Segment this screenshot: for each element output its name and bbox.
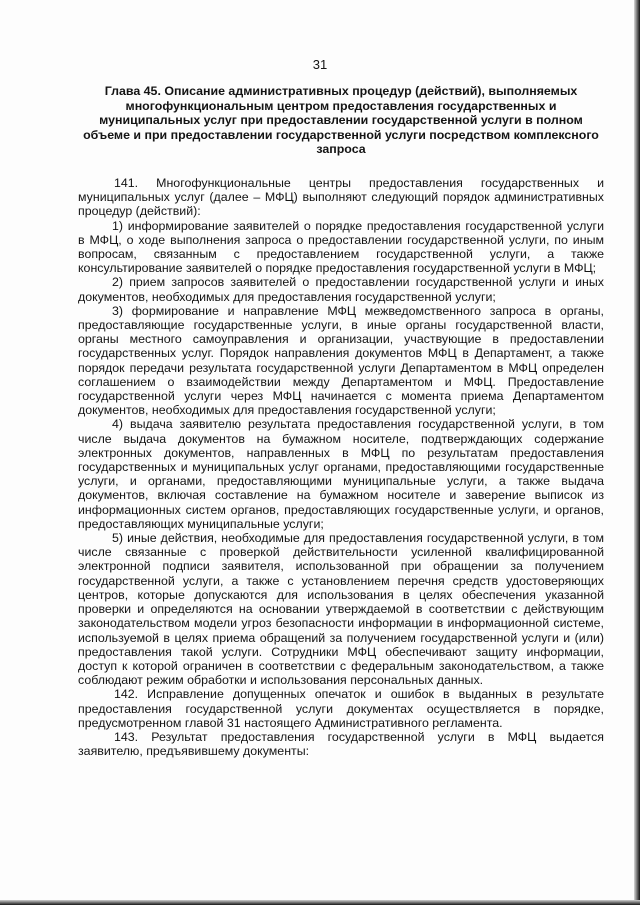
list-item-4: 4) выдача заявителю результата предоставления государственной услуги, в том числе выдача документов на бумажном носителе, подтверждающих содержание электронных документов, направленных в МФЦ по результатам предоставления государственных и муниципальных услуг органами, предоставляющими государственные услуги, и органами, предоставляющими муниципальные услуги, а также выдача документов, включая составление на бумажном носителе и заверение выписок из информационных систем органов, предоставляющих государственные услуги, и органов, предоставляющих муниципальные услуги; bbox=[78, 417, 604, 531]
list-item-1: 1) информирование заявителей о порядке предоставления государственной услуги в МФЦ, о ходе выполнения запроса о предоставлении государственной услуги, по иным вопросам, связанным с предоставлением государственной услуги, а также консультирование заявителей о порядке предоставления государственной услуги в МФЦ; bbox=[78, 218, 604, 276]
chapter-title: Глава 45. Описание административных процедур (действий), выполняемых многофункциональным центром предоставления государственных и муниципальных услуг при предоставлении государственной услуги в полном объеме и при предоставлении государственной услуги посредством комплексного запроса bbox=[83, 84, 599, 157]
document-body bbox=[78, 176, 604, 758]
paragraph-142: 142. Исправление допущенных опечаток и ошибок в выданных в результате предоставления государственной услуги документах осуществляется в порядке, предусмотренном главой 31 настоящего Административного регламента. bbox=[78, 687, 604, 730]
list-item-2: 2) прием запросов заявителей о предоставлении государственной услуги и иных документов, необходимых для предоставления государственной услуги; bbox=[78, 275, 604, 304]
paragraph-143: 143. Результат предоставления государственной услуги в МФЦ выдается заявителю, предъявившему документы: bbox=[78, 729, 604, 759]
list-item-5: 5) иные действия, необходимые для предоставления государственной услуги, в том числе связанные с проверкой действительности усиленной квалифицированной электронной подписи заявителя, использованной при обращении за получением государственной услуги, а также с установлением перечня средств удостоверяющих центров, которые допускаются для использования в целях обеспечения указанной проверки и определяются на основании утверждаемой в соответствии с действующим законодательством модели угроз безопасности информации в информационной системе, используемой в целях приема обращений за получением государственной услуги и (или) предоставления такой услуги. Сотрудники МФЦ обеспечивают защиту информации, доступ к которой ограничен в соответствии с федеральным законодательством, а также соблюдают режим обработки и использования персональных данных. bbox=[78, 531, 604, 688]
paragraph-141: 141. Многофункциональные центры предоставления государственных и муниципальных услуг (далее – МФЦ) выполняют следующий порядок административных процедур (действий): bbox=[78, 176, 604, 219]
scan-edge-right bbox=[634, 0, 640, 905]
list-item-3: 3) формирование и направление МФЦ межведомственного запроса в органы, предоставляющие государственные услуги, в иные органы государственной власти, органы местного самоуправления и организации, участвующие в предоставлении государственных услуг. Порядок направления документов МФЦ в Департамент, а также порядок передачи результата государственной услуги Департаментом в МФЦ определен соглашением о взаимодействии между Департаментом и МФЦ. Предоставление государственной услуги через МФЦ начинается с момента приема Департаментом документов, необходимых для предоставления государственной услуги; bbox=[78, 303, 604, 418]
scan-edge-bottom bbox=[0, 900, 640, 905]
page-number: 31 bbox=[312, 57, 328, 72]
